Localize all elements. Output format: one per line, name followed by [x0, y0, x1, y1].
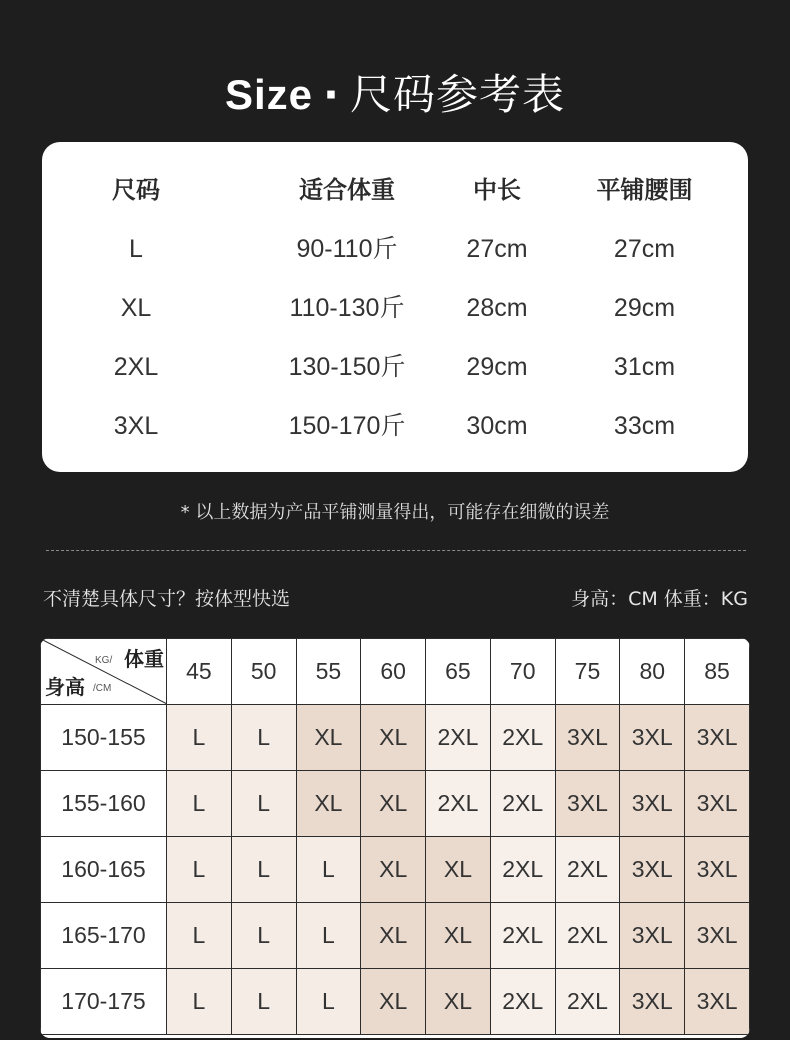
size-recommendation-cell: 2XL — [490, 903, 555, 969]
title-en: Size — [224, 71, 314, 118]
page-title — [0, 62, 790, 122]
grid-row — [41, 969, 750, 1035]
grid-row — [41, 771, 750, 837]
size-recommendation-cell: L — [231, 705, 296, 771]
weight-header-cell: 50 — [231, 639, 296, 705]
height-range-cell: 150-155 — [41, 705, 167, 771]
size-recommendation-cell: 3XL — [555, 705, 620, 771]
size-recommendation-cell: 3XL — [620, 903, 685, 969]
length-cell: 28cm — [466, 294, 528, 322]
size-recommendation-cell: 2XL — [426, 771, 491, 837]
size-recommendation-cell: L — [296, 837, 361, 903]
header-length: 中长 — [473, 176, 521, 204]
size-row — [42, 347, 748, 387]
size-row — [42, 229, 748, 269]
length-cell: 30cm — [466, 412, 528, 440]
weight-header-cell: 45 — [167, 639, 232, 705]
weight-axis-label: 体重 — [124, 647, 164, 671]
size-reference-card — [42, 142, 748, 472]
size-recommendation-cell: 3XL — [555, 771, 620, 837]
grid-row — [41, 837, 750, 903]
size-cell: XL — [120, 294, 152, 322]
size-row — [42, 288, 748, 328]
grid-row — [41, 903, 750, 969]
waist-cell: 31cm — [613, 353, 676, 381]
size-recommendation-cell: XL — [426, 969, 491, 1035]
size-recommendation-cell: 2XL — [490, 771, 555, 837]
size-recommendation-cell: XL — [361, 837, 426, 903]
size-recommendation-cell: 3XL — [685, 771, 750, 837]
units-label: 身高：CM 体重：KG — [571, 588, 748, 610]
size-recommendation-cell: XL — [361, 771, 426, 837]
length-cell: 29cm — [466, 353, 528, 381]
height-range-cell: 160-165 — [41, 837, 167, 903]
weight-header-cell: 60 — [361, 639, 426, 705]
weight-header-cell: 70 — [490, 639, 555, 705]
grid-corner-cell — [41, 639, 167, 705]
size-recommendation-cell: 3XL — [620, 969, 685, 1035]
size-recommendation-cell: L — [231, 837, 296, 903]
header-size: 尺码 — [112, 176, 160, 204]
size-cell: L — [129, 235, 143, 263]
weight-unit-label: KG/ — [95, 655, 113, 666]
header-weight: 适合体重 — [299, 176, 395, 204]
quick-pick-label: 不清楚具体尺寸？按体型快选 — [43, 588, 291, 610]
size-recommendation-cell: 3XL — [620, 837, 685, 903]
weight-header-cell: 85 — [685, 639, 750, 705]
size-recommendation-cell: XL — [296, 771, 361, 837]
weight-header-cell: 55 — [296, 639, 361, 705]
size-recommendation-cell: 3XL — [685, 837, 750, 903]
size-row — [42, 406, 748, 446]
length-cell: 27cm — [466, 235, 528, 263]
grid-row — [41, 705, 750, 771]
size-table-header — [42, 170, 748, 210]
size-recommendation-cell: 2XL — [490, 705, 555, 771]
height-range-cell: 170-175 — [41, 969, 167, 1035]
size-recommendation-cell: 2XL — [490, 969, 555, 1035]
size-recommendation-cell: XL — [361, 903, 426, 969]
measurement-note: * 以上数据为产品平铺测量得出，可能存在细微的误差 — [180, 502, 610, 523]
weight-cell: 90-110斤 — [296, 235, 398, 263]
size-recommendation-cell: 3XL — [685, 705, 750, 771]
size-recommendation-cell: XL — [361, 705, 426, 771]
size-recommendation-cell: XL — [426, 837, 491, 903]
size-recommendation-cell: L — [296, 969, 361, 1035]
size-recommendation-cell: XL — [426, 903, 491, 969]
size-recommendation-cell: 2XL — [555, 969, 620, 1035]
waist-cell: 33cm — [613, 412, 676, 440]
size-recommendation-cell: L — [231, 903, 296, 969]
size-recommendation-cell: 2XL — [426, 705, 491, 771]
height-axis-label: 身高 — [45, 675, 85, 699]
size-recommendation-cell: 3XL — [620, 705, 685, 771]
weight-header-cell: 80 — [620, 639, 685, 705]
size-recommendation-cell: 2XL — [555, 837, 620, 903]
size-recommendation-cell: XL — [296, 705, 361, 771]
title-cn: 尺码参考表 — [350, 70, 566, 119]
size-recommendation-cell: 3XL — [685, 969, 750, 1035]
title-dot: · — [323, 70, 340, 119]
size-recommendation-cell: L — [167, 903, 232, 969]
height-range-cell: 165-170 — [41, 903, 167, 969]
weight-header-cell: 65 — [426, 639, 491, 705]
size-recommendation-cell: L — [231, 969, 296, 1035]
size-recommendation-cell: L — [231, 771, 296, 837]
size-recommendation-cell: L — [167, 837, 232, 903]
size-cell: 2XL — [113, 353, 159, 381]
height-range-cell: 155-160 — [41, 771, 167, 837]
body-type-size-grid — [40, 638, 750, 1038]
waist-cell: 27cm — [613, 235, 676, 263]
grid-header-row — [41, 639, 750, 705]
weight-header-cell: 75 — [555, 639, 620, 705]
size-recommendation-cell: 3XL — [685, 903, 750, 969]
weight-cell: 130-150斤 — [288, 353, 406, 381]
waist-cell: 29cm — [613, 294, 676, 322]
weight-cell: 150-170斤 — [288, 412, 406, 440]
size-recommendation-cell: L — [167, 969, 232, 1035]
size-recommendation-cell: XL — [361, 969, 426, 1035]
height-unit-label: /CM — [93, 683, 112, 694]
size-recommendation-cell: 2XL — [555, 903, 620, 969]
dashed-divider — [46, 550, 746, 551]
size-recommendation-cell: 3XL — [620, 771, 685, 837]
header-waist: 平铺腰围 — [596, 176, 693, 204]
size-recommendation-cell: L — [167, 771, 232, 837]
size-cell: 3XL — [113, 412, 159, 440]
size-recommendation-cell: L — [167, 705, 232, 771]
weight-cell: 110-130斤 — [289, 294, 405, 322]
size-recommendation-cell: L — [296, 903, 361, 969]
size-recommendation-cell: 2XL — [490, 837, 555, 903]
